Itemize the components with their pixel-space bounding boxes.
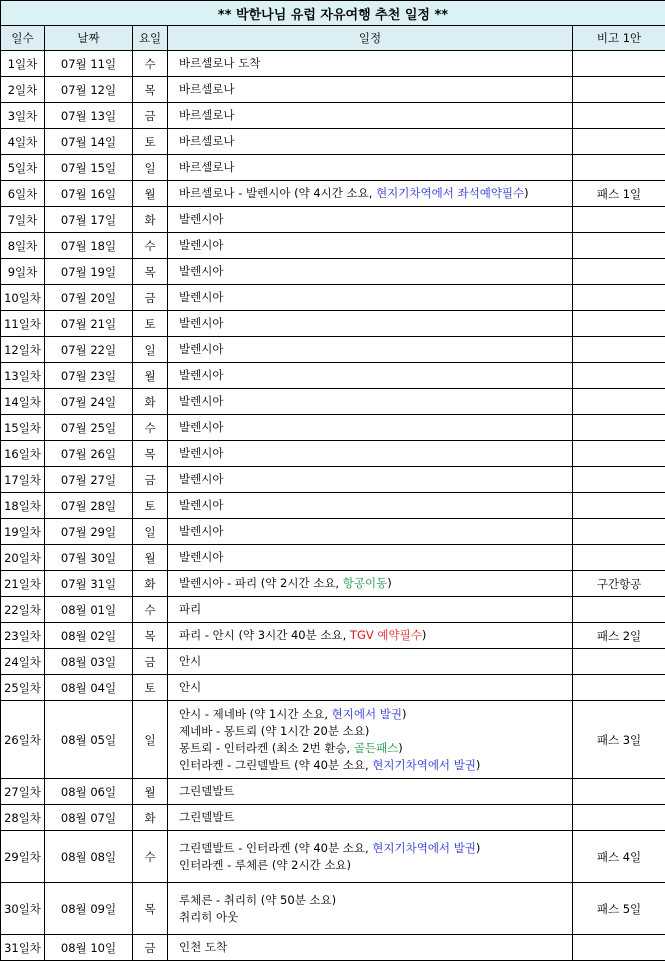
schedule-cell bbox=[168, 883, 573, 935]
date-cell: 08월 10일 bbox=[45, 935, 133, 961]
day-cell: 19일차 bbox=[1, 519, 45, 545]
schedule-line bbox=[179, 909, 572, 926]
header-weekday: 요일 bbox=[133, 26, 168, 51]
note-cell: 구간항공 bbox=[573, 571, 665, 597]
date-cell: 07월 11일 bbox=[45, 51, 133, 77]
day-cell: 28일차 bbox=[1, 805, 45, 831]
highlight-text: 현지기차역에서 좌석예약필수 bbox=[376, 186, 524, 200]
note-cell bbox=[573, 311, 665, 337]
schedule-text: 파리 - 안시 (약 3시간 40분 소요, bbox=[179, 628, 350, 642]
schedule-cell bbox=[168, 441, 573, 467]
schedule-text: 발렌시아 bbox=[179, 238, 223, 252]
date-cell: 07월 18일 bbox=[45, 233, 133, 259]
day-cell: 8일차 bbox=[1, 233, 45, 259]
schedule-text: 발렌시아 bbox=[179, 342, 223, 356]
day-cell: 30일차 bbox=[1, 883, 45, 935]
schedule-cell bbox=[168, 311, 573, 337]
table-row bbox=[1, 493, 665, 519]
note-cell bbox=[573, 415, 665, 441]
schedule-text: ) bbox=[402, 707, 407, 721]
weekday-cell: 목 bbox=[133, 623, 168, 649]
weekday-cell: 금 bbox=[133, 649, 168, 675]
table-row bbox=[1, 311, 665, 337]
schedule-text: 발렌시아 bbox=[179, 212, 223, 226]
schedule-line bbox=[179, 809, 572, 826]
weekday-cell: 토 bbox=[133, 311, 168, 337]
schedule-text: 발렌시아 bbox=[179, 394, 223, 408]
day-cell: 1일차 bbox=[1, 51, 45, 77]
date-cell: 07월 20일 bbox=[45, 285, 133, 311]
day-cell: 24일차 bbox=[1, 649, 45, 675]
table-row bbox=[1, 233, 665, 259]
note-cell bbox=[573, 675, 665, 701]
schedule-line bbox=[179, 679, 572, 696]
schedule-line bbox=[179, 211, 572, 228]
schedule-line bbox=[179, 840, 572, 857]
date-cell: 07월 16일 bbox=[45, 181, 133, 207]
weekday-cell: 금 bbox=[133, 935, 168, 961]
schedule-line bbox=[179, 601, 572, 618]
note-cell bbox=[573, 597, 665, 623]
highlight-text: 현지기차역에서 발권 bbox=[372, 841, 476, 855]
schedule-line bbox=[179, 419, 572, 436]
schedule-line bbox=[179, 471, 572, 488]
schedule-line bbox=[179, 497, 572, 514]
schedule-cell bbox=[168, 337, 573, 363]
schedule-line bbox=[179, 740, 572, 757]
weekday-cell: 목 bbox=[133, 441, 168, 467]
weekday-cell: 수 bbox=[133, 51, 168, 77]
schedule-cell bbox=[168, 649, 573, 675]
date-cell: 08월 06일 bbox=[45, 779, 133, 805]
table-row bbox=[1, 51, 665, 77]
note-cell bbox=[573, 467, 665, 493]
schedule-cell bbox=[168, 415, 573, 441]
note-cell bbox=[573, 779, 665, 805]
table-row bbox=[1, 571, 665, 597]
schedule-cell bbox=[168, 675, 573, 701]
day-cell: 16일차 bbox=[1, 441, 45, 467]
day-cell: 5일차 bbox=[1, 155, 45, 181]
date-cell: 07월 13일 bbox=[45, 103, 133, 129]
schedule-cell bbox=[168, 129, 573, 155]
weekday-cell: 금 bbox=[133, 103, 168, 129]
weekday-cell: 수 bbox=[133, 415, 168, 441]
note-cell bbox=[573, 337, 665, 363]
table-row bbox=[1, 467, 665, 493]
date-cell: 08월 04일 bbox=[45, 675, 133, 701]
schedule-cell bbox=[168, 519, 573, 545]
weekday-cell: 목 bbox=[133, 77, 168, 103]
schedule-line bbox=[179, 549, 572, 566]
schedule-text: 바르셀로나 - 발렌시아 (약 4시간 소요, bbox=[179, 186, 376, 200]
schedule-line bbox=[179, 892, 572, 909]
table-row bbox=[1, 935, 665, 961]
weekday-cell: 화 bbox=[133, 207, 168, 233]
schedule-text: 안시 - 제네바 (약 1시간 소요, bbox=[179, 707, 332, 721]
table-row bbox=[1, 259, 665, 285]
table-row bbox=[1, 675, 665, 701]
day-cell: 3일차 bbox=[1, 103, 45, 129]
header-schedule: 일정 bbox=[168, 26, 573, 51]
day-cell: 13일차 bbox=[1, 363, 45, 389]
schedule-text: 인터라켄 - 그린델발트 (약 40분 소요, bbox=[179, 758, 372, 772]
weekday-cell: 금 bbox=[133, 467, 168, 493]
schedule-line bbox=[179, 575, 572, 592]
note-cell bbox=[573, 259, 665, 285]
schedule-cell bbox=[168, 779, 573, 805]
day-cell: 27일차 bbox=[1, 779, 45, 805]
note-cell: 패스 2일 bbox=[573, 623, 665, 649]
day-cell: 10일차 bbox=[1, 285, 45, 311]
schedule-line bbox=[179, 523, 572, 540]
weekday-cell: 토 bbox=[133, 493, 168, 519]
weekday-cell: 화 bbox=[133, 571, 168, 597]
schedule-cell bbox=[168, 51, 573, 77]
weekday-cell: 일 bbox=[133, 701, 168, 779]
schedule-text: 그린델발트 bbox=[179, 784, 235, 798]
note-cell: 패스 3일 bbox=[573, 701, 665, 779]
weekday-cell: 목 bbox=[133, 259, 168, 285]
weekday-cell: 월 bbox=[133, 779, 168, 805]
schedule-line bbox=[179, 367, 572, 384]
day-cell: 31일차 bbox=[1, 935, 45, 961]
schedule-text: 발렌시아 - 파리 (약 2시간 소요, bbox=[179, 576, 343, 590]
schedule-text: 그린델발트 - 인터라켄 (약 40분 소요, bbox=[179, 841, 372, 855]
highlight-text: 현지에서 발권 bbox=[332, 707, 402, 721]
schedule-cell bbox=[168, 181, 573, 207]
schedule-cell bbox=[168, 831, 573, 883]
day-cell: 11일차 bbox=[1, 311, 45, 337]
table-row bbox=[1, 597, 665, 623]
schedule-line bbox=[179, 289, 572, 306]
date-cell: 07월 12일 bbox=[45, 77, 133, 103]
weekday-cell: 토 bbox=[133, 675, 168, 701]
highlight-text: 골든패스 bbox=[354, 741, 398, 755]
table-row bbox=[1, 623, 665, 649]
date-cell: 08월 05일 bbox=[45, 701, 133, 779]
date-cell: 08월 07일 bbox=[45, 805, 133, 831]
note-cell bbox=[573, 649, 665, 675]
table-row bbox=[1, 77, 665, 103]
schedule-line bbox=[179, 341, 572, 358]
date-cell: 07월 31일 bbox=[45, 571, 133, 597]
date-cell: 07월 19일 bbox=[45, 259, 133, 285]
date-cell: 07월 17일 bbox=[45, 207, 133, 233]
schedule-text: 몽트뢰 - 인터라켄 (최소 2번 환승, bbox=[179, 741, 354, 755]
schedule-cell bbox=[168, 493, 573, 519]
weekday-cell: 화 bbox=[133, 805, 168, 831]
note-cell: 패스 5일 bbox=[573, 883, 665, 935]
date-cell: 07월 25일 bbox=[45, 415, 133, 441]
schedule-cell bbox=[168, 467, 573, 493]
itinerary-rows bbox=[1, 51, 665, 961]
schedule-text: 발렌시아 bbox=[179, 472, 223, 486]
schedule-text: 발렌시아 bbox=[179, 368, 223, 382]
day-cell: 14일차 bbox=[1, 389, 45, 415]
schedule-text: 인천 도착 bbox=[179, 940, 227, 954]
day-cell: 18일차 bbox=[1, 493, 45, 519]
schedule-line bbox=[179, 315, 572, 332]
day-cell: 9일차 bbox=[1, 259, 45, 285]
schedule-line bbox=[179, 783, 572, 800]
schedule-text: 바르셀로나 bbox=[179, 82, 235, 96]
schedule-cell bbox=[168, 207, 573, 233]
table-row bbox=[1, 519, 665, 545]
highlight-text: TGV 예약필수 bbox=[350, 628, 422, 642]
schedule-line bbox=[179, 723, 572, 740]
note-cell: 패스 1일 bbox=[573, 181, 665, 207]
day-cell: 12일차 bbox=[1, 337, 45, 363]
schedule-text: 바르셀로나 bbox=[179, 108, 235, 122]
day-cell: 15일차 bbox=[1, 415, 45, 441]
note-cell: 패스 4일 bbox=[573, 831, 665, 883]
date-cell: 07월 27일 bbox=[45, 467, 133, 493]
date-cell: 08월 03일 bbox=[45, 649, 133, 675]
table-row bbox=[1, 103, 665, 129]
schedule-line bbox=[179, 81, 572, 98]
note-cell bbox=[573, 285, 665, 311]
day-cell: 2일차 bbox=[1, 77, 45, 103]
note-cell bbox=[573, 389, 665, 415]
schedule-cell bbox=[168, 597, 573, 623]
schedule-text: 발렌시아 bbox=[179, 524, 223, 538]
document-title: ** 박한나님 유럽 자유여행 추천 일정 ** bbox=[1, 1, 665, 26]
schedule-text: 발렌시아 bbox=[179, 498, 223, 512]
schedule-text: 발렌시아 bbox=[179, 420, 223, 434]
table-row bbox=[1, 805, 665, 831]
note-cell bbox=[573, 103, 665, 129]
day-cell: 26일차 bbox=[1, 701, 45, 779]
schedule-text: 그린델발트 bbox=[179, 810, 235, 824]
day-cell: 23일차 bbox=[1, 623, 45, 649]
day-cell: 4일차 bbox=[1, 129, 45, 155]
date-cell: 07월 28일 bbox=[45, 493, 133, 519]
schedule-line bbox=[179, 939, 572, 956]
weekday-cell: 금 bbox=[133, 285, 168, 311]
note-cell bbox=[573, 935, 665, 961]
day-cell: 22일차 bbox=[1, 597, 45, 623]
schedule-text: 발렌시아 bbox=[179, 290, 223, 304]
schedule-text: 발렌시아 bbox=[179, 446, 223, 460]
date-cell: 08월 02일 bbox=[45, 623, 133, 649]
schedule-text: ) bbox=[524, 186, 529, 200]
day-cell: 29일차 bbox=[1, 831, 45, 883]
schedule-line bbox=[179, 706, 572, 723]
note-cell bbox=[573, 155, 665, 181]
table-row bbox=[1, 415, 665, 441]
table-row bbox=[1, 649, 665, 675]
weekday-cell: 월 bbox=[133, 545, 168, 571]
schedule-line bbox=[179, 445, 572, 462]
table-row bbox=[1, 545, 665, 571]
schedule-text: ) bbox=[476, 758, 481, 772]
table-row bbox=[1, 831, 665, 883]
date-cell: 07월 14일 bbox=[45, 129, 133, 155]
schedule-cell bbox=[168, 571, 573, 597]
schedule-cell bbox=[168, 363, 573, 389]
schedule-text: ) bbox=[422, 628, 427, 642]
header-day: 일수 bbox=[1, 26, 45, 51]
header-date: 날짜 bbox=[45, 26, 133, 51]
schedule-text: 취리히 아웃 bbox=[179, 910, 238, 924]
date-cell: 07월 21일 bbox=[45, 311, 133, 337]
table-row bbox=[1, 181, 665, 207]
schedule-cell bbox=[168, 233, 573, 259]
note-cell bbox=[573, 805, 665, 831]
schedule-line bbox=[179, 133, 572, 150]
highlight-text: 항공이동 bbox=[343, 576, 387, 590]
date-cell: 07월 24일 bbox=[45, 389, 133, 415]
weekday-cell: 수 bbox=[133, 831, 168, 883]
weekday-cell: 토 bbox=[133, 129, 168, 155]
date-cell: 07월 22일 bbox=[45, 337, 133, 363]
schedule-cell bbox=[168, 285, 573, 311]
header-note: 비고 1안 bbox=[573, 26, 665, 51]
date-cell: 08월 01일 bbox=[45, 597, 133, 623]
schedule-text: 파리 bbox=[179, 602, 201, 616]
table-row bbox=[1, 779, 665, 805]
schedule-cell bbox=[168, 545, 573, 571]
schedule-line bbox=[179, 653, 572, 670]
weekday-cell: 화 bbox=[133, 389, 168, 415]
day-cell: 6일차 bbox=[1, 181, 45, 207]
weekday-cell: 목 bbox=[133, 883, 168, 935]
date-cell: 07월 23일 bbox=[45, 363, 133, 389]
note-cell bbox=[573, 77, 665, 103]
schedule-text: 인터라켄 - 루체른 (약 2시간 소요) bbox=[179, 858, 351, 872]
schedule-text: 안시 bbox=[179, 654, 201, 668]
schedule-text: 바르셀로나 bbox=[179, 160, 235, 174]
schedule-cell bbox=[168, 155, 573, 181]
weekday-cell: 월 bbox=[133, 181, 168, 207]
weekday-cell: 월 bbox=[133, 363, 168, 389]
date-cell: 07월 29일 bbox=[45, 519, 133, 545]
weekday-cell: 일 bbox=[133, 337, 168, 363]
note-cell bbox=[573, 363, 665, 389]
table-row bbox=[1, 883, 665, 935]
schedule-line bbox=[179, 857, 572, 874]
note-cell bbox=[573, 233, 665, 259]
date-cell: 07월 30일 bbox=[45, 545, 133, 571]
day-cell: 17일차 bbox=[1, 467, 45, 493]
schedule-text: 발렌시아 bbox=[179, 316, 223, 330]
table-row bbox=[1, 441, 665, 467]
note-cell bbox=[573, 493, 665, 519]
note-cell bbox=[573, 519, 665, 545]
schedule-text: ) bbox=[398, 741, 403, 755]
schedule-line bbox=[179, 393, 572, 410]
schedule-line bbox=[179, 627, 572, 644]
note-cell bbox=[573, 207, 665, 233]
day-cell: 21일차 bbox=[1, 571, 45, 597]
day-cell: 25일차 bbox=[1, 675, 45, 701]
schedule-text: 발렌시아 bbox=[179, 550, 223, 564]
schedule-text: 바르셀로나 bbox=[179, 134, 235, 148]
schedule-cell bbox=[168, 103, 573, 129]
schedule-line bbox=[179, 757, 572, 774]
table-row bbox=[1, 285, 665, 311]
weekday-cell: 일 bbox=[133, 155, 168, 181]
day-cell: 7일차 bbox=[1, 207, 45, 233]
schedule-text: 바르셀로나 도착 bbox=[179, 56, 260, 70]
schedule-line bbox=[179, 159, 572, 176]
table-row bbox=[1, 129, 665, 155]
schedule-text: 안시 bbox=[179, 680, 201, 694]
note-cell bbox=[573, 129, 665, 155]
note-cell bbox=[573, 51, 665, 77]
highlight-text: 현지기차역에서 발권 bbox=[372, 758, 476, 772]
table-row bbox=[1, 207, 665, 233]
schedule-cell bbox=[168, 259, 573, 285]
schedule-text: 제네바 - 몽트뢰 (약 1시간 20분 소요) bbox=[179, 724, 369, 738]
schedule-cell bbox=[168, 701, 573, 779]
schedule-text: 루체른 - 취리히 (약 50분 소요) bbox=[179, 893, 336, 907]
table-row bbox=[1, 155, 665, 181]
schedule-text: ) bbox=[387, 576, 392, 590]
date-cell: 08월 08일 bbox=[45, 831, 133, 883]
table-row bbox=[1, 363, 665, 389]
schedule-text: 발렌시아 bbox=[179, 264, 223, 278]
schedule-line bbox=[179, 185, 572, 202]
schedule-line bbox=[179, 107, 572, 124]
table-row bbox=[1, 337, 665, 363]
table-row bbox=[1, 389, 665, 415]
schedule-cell bbox=[168, 389, 573, 415]
schedule-line bbox=[179, 263, 572, 280]
date-cell: 08월 09일 bbox=[45, 883, 133, 935]
table-row bbox=[1, 701, 665, 779]
date-cell: 07월 26일 bbox=[45, 441, 133, 467]
note-cell bbox=[573, 545, 665, 571]
schedule-cell bbox=[168, 77, 573, 103]
weekday-cell: 수 bbox=[133, 597, 168, 623]
weekday-cell: 수 bbox=[133, 233, 168, 259]
schedule-text: ) bbox=[476, 841, 481, 855]
day-cell: 20일차 bbox=[1, 545, 45, 571]
schedule-cell bbox=[168, 623, 573, 649]
schedule-line bbox=[179, 55, 572, 72]
schedule-cell bbox=[168, 935, 573, 961]
note-cell bbox=[573, 441, 665, 467]
schedule-cell bbox=[168, 805, 573, 831]
date-cell: 07월 15일 bbox=[45, 155, 133, 181]
weekday-cell: 일 bbox=[133, 519, 168, 545]
schedule-line bbox=[179, 237, 572, 254]
